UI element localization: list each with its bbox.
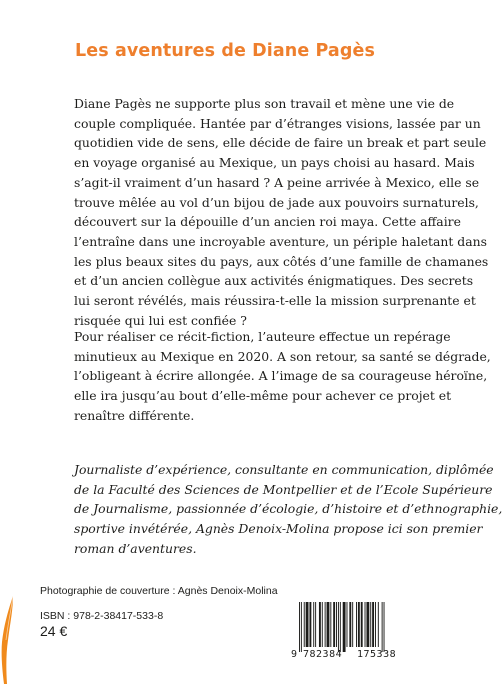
text-line: Diane Pagès ne supporte plus son travail et mène une vie de [74, 96, 455, 111]
barcode-group-left: 782384 [303, 649, 343, 660]
barcode-bar [313, 602, 314, 647]
cover-photo-credit: Photographie de couverture : Agnès Denoix-Molina [40, 585, 278, 597]
author-bio-paragraph [74, 460, 502, 559]
text-line: renaître différente. [74, 407, 195, 423]
text-line: elle ira jusqu’au bout d’elle-même pour achever ce projet et [74, 388, 452, 404]
barcode-bar [309, 602, 311, 647]
publisher-logo [0, 594, 18, 684]
barcode-bar [343, 602, 346, 652]
synopsis-paragraph [74, 94, 489, 330]
barcode-bar [304, 602, 305, 647]
barcode-bars [299, 602, 409, 652]
barcode-bar [338, 602, 339, 652]
barcode-first-digit: 9 [291, 649, 298, 660]
text-line: trouve mêlée au vol d’un bijou de jade aux pouvoirs surnaturels, [74, 194, 479, 210]
text-line: s’agit-il vraiment d’un hasard ? A peine arrivée à Mexico, elle se [74, 174, 480, 190]
barcode-bar [375, 602, 376, 647]
barcode-bar [315, 602, 316, 647]
barcode-bar [319, 602, 321, 647]
barcode-bar [365, 602, 366, 647]
text-line: de Journalisme, passionnée d’écologie, d’histoire et d’ethnographie, [74, 501, 502, 517]
barcode-bar [333, 602, 335, 647]
text-line: minutieux au Mexique en 2020. A son retour, sa santé se dégrade, [74, 348, 491, 364]
book-title: Les aventures de Diane Pagès [75, 41, 375, 61]
text-line: Pour réaliser ce récit-fiction, l’auteure effectue un repérage [74, 329, 451, 344]
text-line: l’entraîne dans une incroyable aventure, un périple haletant dans [74, 233, 487, 249]
text-line: et d’un ancien collègue aux activités énigmatiques. Des secrets [74, 273, 474, 289]
barcode-bar [306, 602, 309, 647]
barcode-bar [358, 602, 360, 647]
barcode-bar [366, 602, 369, 647]
barcode-bar [322, 602, 323, 647]
barcode-bar [384, 602, 385, 652]
barcode-bar [330, 602, 331, 647]
barcode-bar [378, 602, 379, 647]
price: 24 € [40, 623, 68, 639]
text-line: sportive invétérée, Agnès Denoix-Molina propose ici son premier [74, 521, 483, 537]
author-context-paragraph [74, 327, 491, 426]
barcode-bar [356, 602, 357, 647]
barcode-bar [340, 602, 341, 652]
ean-barcode [289, 600, 419, 664]
barcode-bar [370, 602, 371, 647]
orange-leaf-quill-icon [0, 594, 18, 684]
text-line: lui seront révélés, mais réussira-t-elle la mission surprenante et [74, 293, 476, 309]
barcode-bar [372, 602, 374, 647]
barcode-bar [325, 602, 326, 647]
text-line: Journaliste d’expérience, consultante en communication, diplômée [74, 462, 494, 477]
text-line: l’obligeant à écrire allongée. A l’image de sa courageuse héroïne, [74, 368, 488, 384]
text-line: risquée qui lui est confiée ? [74, 312, 247, 328]
isbn: ISBN : 978-2-38417-533-8 [40, 610, 164, 622]
barcode-bar [299, 602, 300, 652]
barcode-bar [382, 602, 383, 652]
text-line: les plus beaux sites du pays, aux côtés d’une famille de chamanes [74, 253, 489, 269]
barcode-bar [327, 602, 330, 647]
barcode-group-right: 175338 [357, 649, 397, 660]
barcode-bar [352, 602, 353, 647]
text-line: de la Faculté des Sciences de Montpellier et de l’Ecole Supérieure [74, 481, 493, 497]
barcode-bar [347, 602, 348, 647]
text-line: découvert sur la dépouille d’un ancien roi maya. Cette affaire [74, 214, 461, 230]
barcode-bar [361, 602, 363, 647]
text-line: roman d’aventures. [74, 540, 197, 556]
barcode-digits [289, 649, 419, 663]
barcode-bar [301, 602, 302, 652]
text-line: couple compliquée. Hantée par d’étranges visions, lassée par un [74, 115, 481, 131]
text-line: en voyage organisé au Mexique, un pays choisi au hasard. Mais [74, 155, 475, 171]
text-line: quotidien vide de sens, elle décide de faire un break et part seule [74, 135, 487, 151]
barcode-bar [336, 602, 337, 647]
barcode-bar [349, 602, 351, 647]
